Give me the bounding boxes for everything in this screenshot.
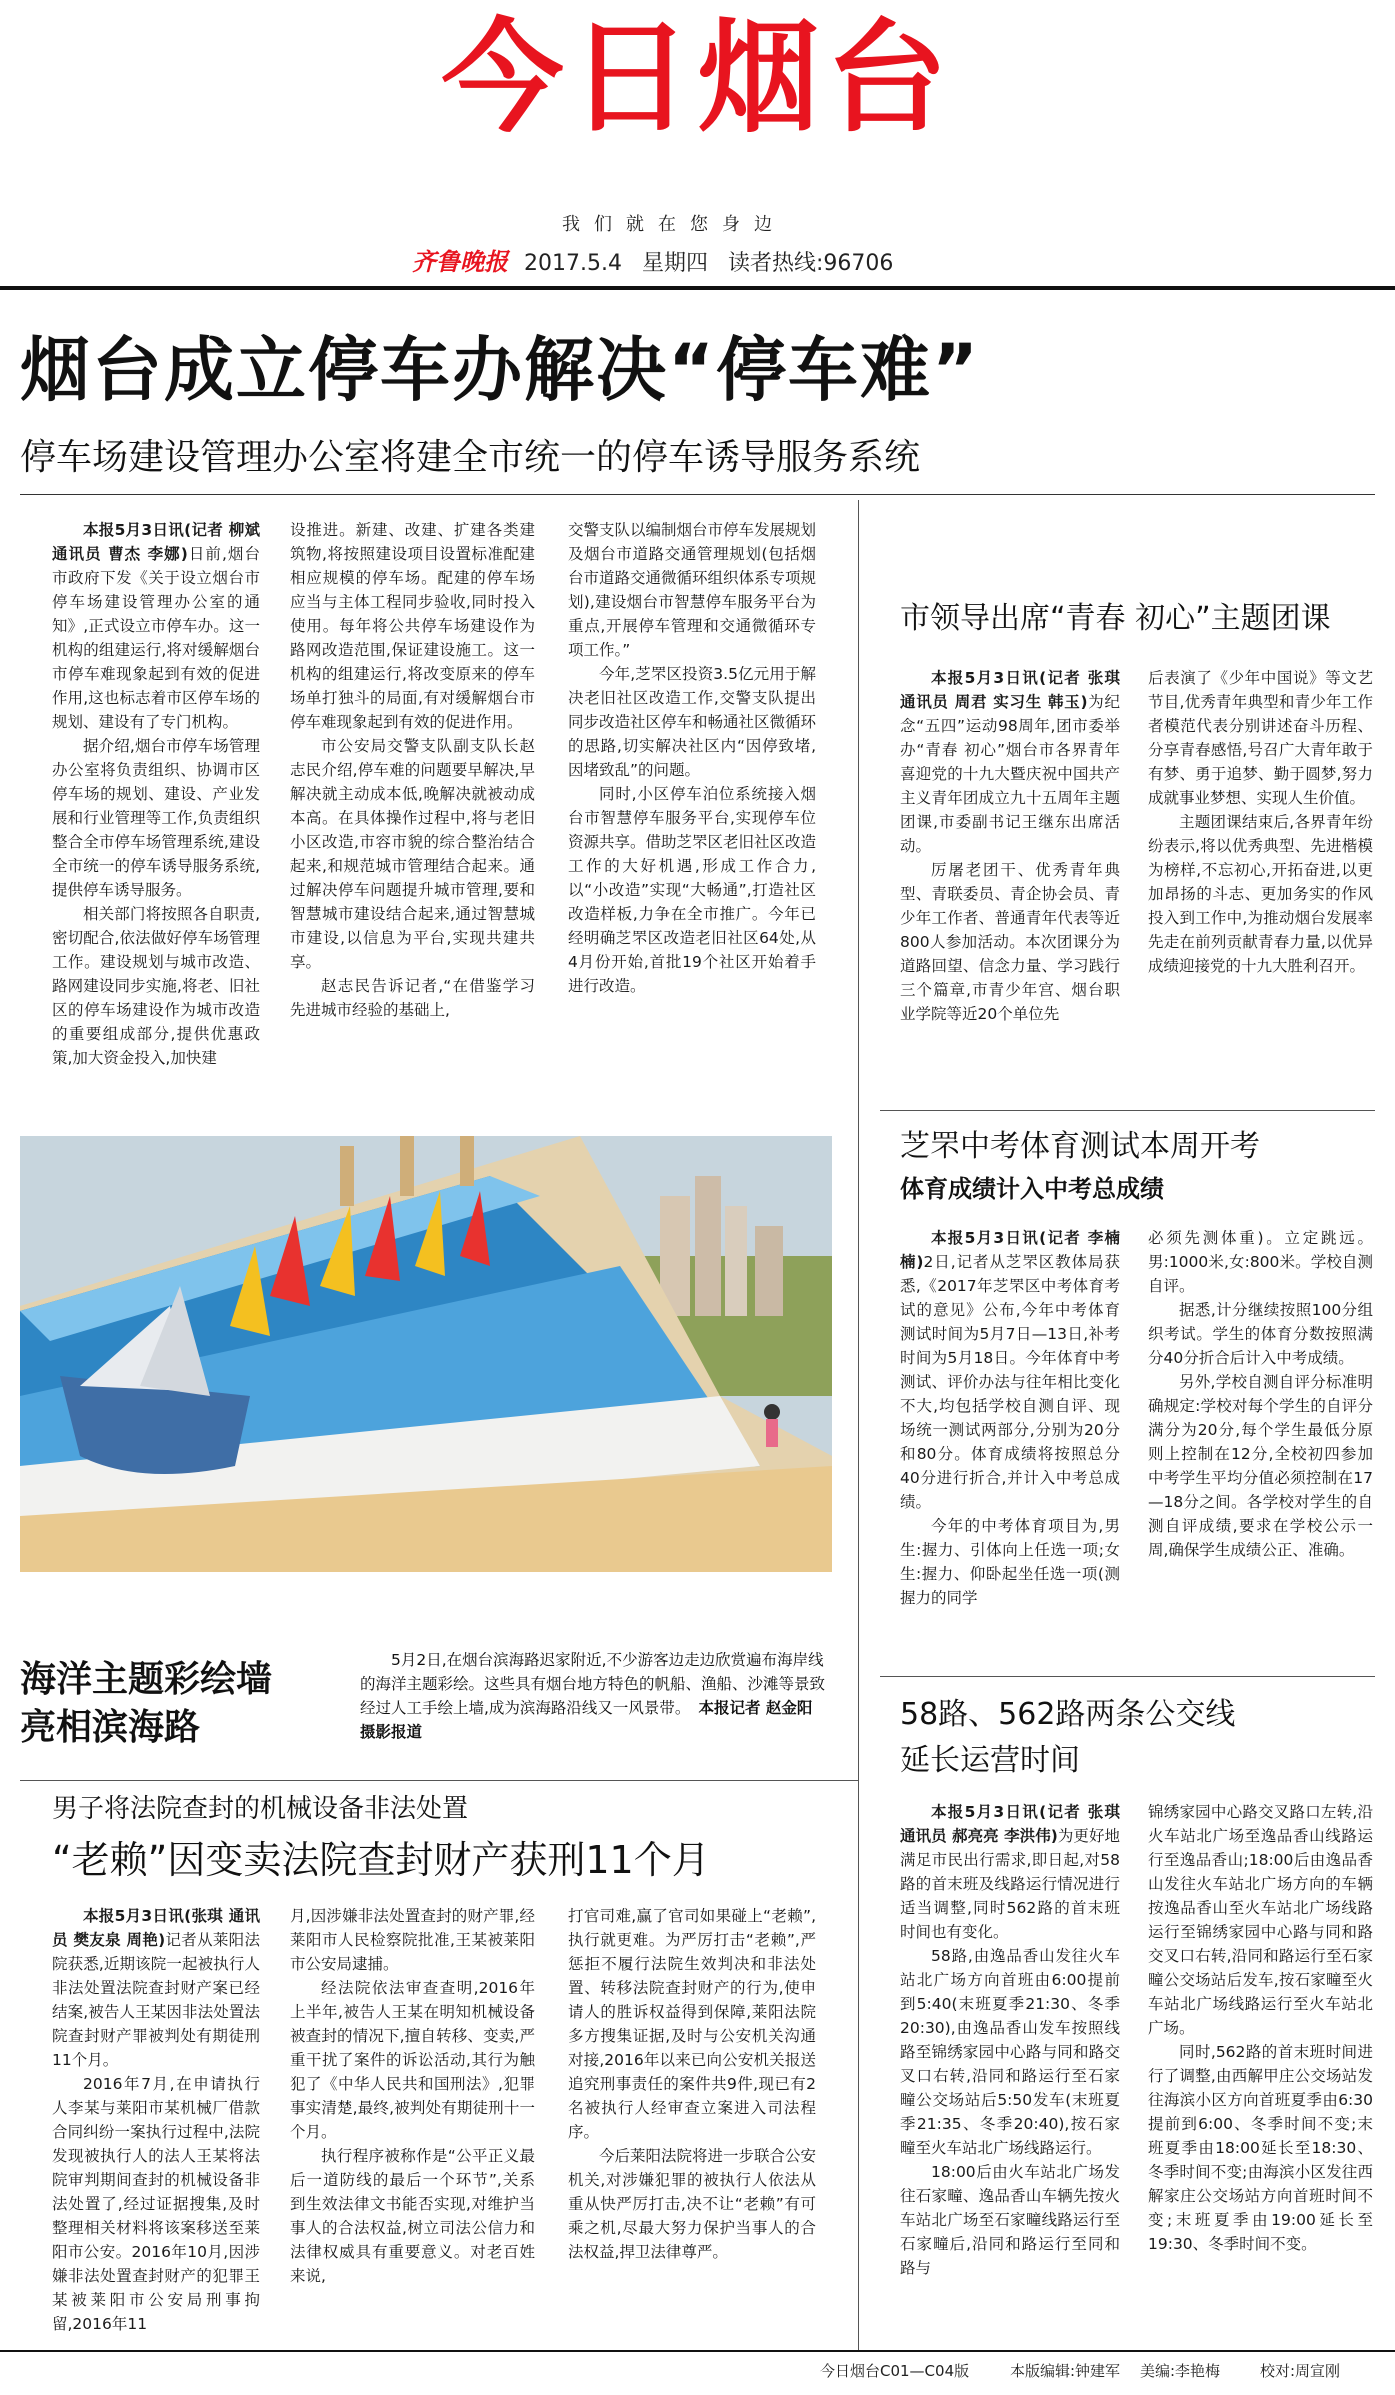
bus-col-2	[1148, 1800, 1373, 2256]
footer-proof: 校对:周宣刚	[1260, 2362, 1341, 2380]
motto: 我们就在您身边	[562, 214, 786, 235]
paragraph: 今后莱阳法院将进一步联合公安机关,对涉嫌犯罪的被执行人依法从重从快严厉打击,决不让“老赖”有可乘之机,尽最大努力保护当事人的合法权益,捍卫法律尊严。	[568, 2147, 817, 2261]
footer-pages: 今日烟台C01—C04版	[820, 2362, 970, 2380]
bus-headline-line-1: 58路、562路两条公交线	[900, 1697, 1236, 1732]
paragraph: 据悉,计分继续按照100分组织考试。学生的体育分数按照满分40分折合后计入中考成绩。	[1148, 1301, 1373, 1367]
divider	[880, 1676, 1375, 1677]
paragraph: 赵志民告诉记者,“在借鉴学习先进城市经验的基础上,	[290, 977, 535, 1019]
paragraph: 为更好地满足市民出行需求,即日起,对58路的首末班及线路运行情况进行适当调整,同时562路的首末班时间也有变化。	[900, 1827, 1120, 1941]
paragraph: 记者从莱阳法院获悉,近期该院一起被执行人非法处置法院查封财产案已经结案,被告人王某因非法处置法院查封财产罪被判处有期徒刑11个月。	[52, 1931, 260, 2069]
paragraph: 为纪念“五四”运动98周年,团市委举办“青春 初心”烟台市各界青年喜迎党的十九大暨庆祝中国共产主义青年团成立九十五周年主题团课,市委副书记王继东出席活动。	[900, 693, 1120, 855]
youth-col-2	[1148, 666, 1373, 978]
lead-col-3	[568, 518, 816, 998]
footer-rule	[0, 2350, 1395, 2352]
paragraph: 市公安局交警支队副支队长赵志民介绍,停车难的问题要早解决,早解决就主动成本低,晚解决就被动成本高。在具体操作过程中,将与老旧小区改造,市容市貌的综合整治结合起来,和规范城市管理结合起来。通过解决停车问题提升城市管理,要和智慧城市建设结合起来,通过智慧城市建设,以信息为平台,实现共建共享。	[290, 737, 535, 971]
paragraph: 执行程序被称作是“公平正义最后一道防线的最后一个环节”,关系到生效法律文书能否实现,对维护当事人的合法权益,树立司法公信力和法律权威具有重要意义。对老百姓来说,	[290, 2147, 535, 2285]
photo-title	[20, 1656, 272, 1752]
youth-byline: 本报5月3日讯(记者 张琪 通讯员 周君 实习生 韩玉)	[900, 669, 1120, 711]
bus-byline: 本报5月3日讯(记者 张琪 通讯员 郝亮亮 李洪伟)	[900, 1803, 1120, 1845]
paragraph: 相关部门将按照各自职责,密切配合,依法做好停车场管理工作。建设规划与城市改造、路网建设同步实施,将老、旧社区的停车场建设作为城市改造的重要组成部分,提供优惠政策,加大资金投入,加快建	[52, 905, 260, 1067]
exam-byline: 本报5月3日讯(记者 李楠楠)	[900, 1229, 1120, 1271]
caption-text: 5月2日,在烟台滨海路迟家附近,不少游客边走边欣赏遍布海岸线的海洋主题彩绘。这些具有烟台地方特色的帆船、渔船、沙滩等景致经过人工手绘上墙,成为滨海路沿线又一风景带。	[360, 1651, 826, 1717]
bus-col-1	[900, 1800, 1120, 2280]
photo-title-line-2: 亮相滨海路	[20, 1707, 201, 1748]
lead-headline: 烟台成立停车办解决“停车难”	[20, 329, 981, 411]
paragraph: 今年,芝罘区投资3.5亿元用于解决老旧社区改造工作,交警支队提出同步改造社区停车和畅通社区微循环的思路,切实解决社区内“因停致堵,因堵致乱”的问题。	[568, 665, 817, 779]
paragraph: 打官司难,赢了官司如果碰上“老赖”,执行就更难。为严厉打击“老赖”,严惩拒不履行法院生效判决和非法处置、转移法院查封财产的行为,使申请人的胜诉权益得到保障,莱阳法院多方搜集证据,及时与公安机关沟通对接,2016年以来已向公安机关报送追究刑事责任的案件共9件,现已有2名被执行人经审查立案进入司法程序。	[568, 1907, 816, 2141]
lead-col-1	[52, 518, 260, 1070]
paragraph: 同时,562路的首末班时间进行了调整,由西解甲庄公交场站发往海滨小区方向首班夏季由6:30提前到6:00、冬季时间不变;末班夏季由18:00延长至18:30、冬季时间不变;由海滨小区发往西解家庄公交场站方向首班时间不变;末班夏季由19:00延长至19:30、冬季时间不变。	[1148, 2043, 1373, 2253]
paragraph: 今年的中考体育项目为,男生:握力、引体向上任选一项;女生:握力、仰卧起坐任选一项(测握力的同学	[900, 1517, 1120, 1607]
lead-col-2	[290, 518, 535, 1022]
column-divider	[858, 500, 859, 1790]
divider	[20, 494, 1375, 495]
paragraph: 厉屠老团干、优秀青年典型、青联委员、青企协会员、青少年工作者、普通青年代表等近800人参加活动。本次团课分为道路回望、信念力量、学习践行三个篇章,市青少年宫、烟台职业学院等近20个单位先	[900, 861, 1120, 1023]
mural-illustration	[20, 1136, 832, 1572]
lead-subhead: 停车场建设管理办公室将建全市统一的停车诱导服务系统	[20, 437, 921, 478]
exam-col-1	[900, 1226, 1120, 1610]
dateline	[412, 242, 913, 277]
paragraph: 设推进。新建、改建、扩建各类建筑物,将按照建设项目设置标准配建相应规模的停车场。配建的停车场应当与主体工程同步验收,同时投入使用。每年将公共停车场建设作为路网改造范围,保证建设施工。这一机构的组建运行,将改变原来的停车场单打独斗的局面,有对缓解烟台市停车难现象起到有效的促进作用。	[290, 521, 535, 731]
photo-title-line-1: 海洋主题彩绘墙	[20, 1659, 273, 1700]
hotline: 读者热线:96706	[727, 251, 894, 276]
exam-headline: 芝罘中考体育测试本周开考	[900, 1129, 1260, 1164]
weekday: 星期四	[641, 251, 708, 276]
court-kicker: 男子将法院查封的机械设备非法处置	[52, 1794, 469, 1824]
paragraph: 58路,由逸品香山发往火车站北广场方向首班由6:00提前到5:40(末班夏季21:30、冬季20:30),由逸品香山发车按照线路至锦绣家园中心路与同和路交叉口右转,沿同和路运行至石家疃公交场站后5:50发车(末班夏季21:35、冬季20:40),按石家疃至火车站北广场线路运行。	[900, 1947, 1120, 2157]
paragraph: 交警支队以编制烟台市停车发展规划及烟台市道路交通管理规划(包括烟台市道路交通微循环组织体系专项规划),建设烟台市智慧停车服务平台为重点,开展停车管理和交通微循环专项工作。”	[568, 521, 817, 659]
seawall-mural-photo	[20, 1136, 832, 1572]
paragraph: 必须先测体重)。立定跳远。男:1000米,女:800米。学校自测自评。	[1148, 1229, 1373, 1295]
court-col-1	[52, 1904, 260, 2336]
paragraph: 锦绣家园中心路交叉路口左转,沿火车站北广场至逸品香山线路运行至逸品香山;18:00后由逸品香山发往火车站北广场方向的车辆按逸品香山至火车站北广场线路运行至锦绣家园中心路与同和路交叉口右转,沿同和路运行至石家疃公交场站后发车,按石家疃至火车站北广场线路运行至火车站北广场。	[1148, 1803, 1373, 2037]
photo-credit: 本报记者 赵金阳 摄影报道	[360, 1699, 813, 1741]
masthead-rule	[0, 286, 1395, 290]
paragraph: 主题团课结束后,各界青年纷纷表示,将以优秀典型、先进楷模为榜样,不忘初心,开拓奋进,以更加昂扬的斗志、更加务实的作风投入到工作中,为推动烟台发展率先走在前列贡献青春力量,以优异成绩迎接党的十九大胜利召开。	[1148, 813, 1373, 975]
youth-headline: 市领导出席“青春 初心”主题团课	[900, 601, 1331, 636]
paragraph: 经法院依法审查查明,2016年上半年,被告人王某在明知机械设备被查封的情况下,擅自转移、变卖,严重干扰了案件的诉讼活动,其行为触犯了《中华人民共和国刑法》,犯罪事实清楚,最终,被判处有期徒刑十一个月。	[290, 1979, 535, 2141]
paragraph: 后表演了《少年中国说》等文艺节目,优秀青年典型和青少年工作者模范代表分别讲述奋斗历程、分享青春感悟,号召广大青年敢于有梦、勇于追梦、勤于圆梦,努力成就事业梦想、实现人生价值。	[1148, 669, 1373, 807]
issue-date: 2017.5.4	[524, 251, 622, 276]
paragraph: 2016年7月,在申请执行人李某与莱阳市某机械厂借款合同纠纷一案执行过程中,法院发现被执行人的法人王某将法院审判期间查封的机械设备非法处置了,经过证据搜集,及时整理相关材料将该案移送至莱阳市公安。2016年10月,因涉嫌非法处置查封财产的犯罪王某被莱阳市公安局刑事拘留,2016年11	[52, 2075, 260, 2333]
court-byline: 本报5月3日讯(张琪 通讯员 樊友泉 周艳)	[52, 1907, 260, 1949]
divider	[20, 1780, 858, 1781]
court-headline: “老赖”因变卖法院查封财产获刑11个月	[52, 1838, 710, 1882]
footer-art: 美编:李艳梅	[1140, 2362, 1221, 2380]
paragraph: 月,因涉嫌非法处置查封的财产罪,经莱阳市人民检察院批准,王某被莱阳市公安局逮捕。	[290, 1907, 535, 1973]
masthead	[0, 0, 1395, 170]
paragraph: 另外,学校自测自评分标准明确规定:学校对每个学生的自评分满分为20分,每个学生最低分原则上控制在12分,全校初四参加中考学生平均分值必须控制在17—18分之间。各学校对学生的自测自评成绩,要求在学校公示一周,确保学生成绩公正、准确。	[1148, 1373, 1373, 1559]
divider	[880, 1110, 1375, 1111]
photo-caption	[360, 1648, 830, 1744]
youth-col-1	[900, 666, 1120, 1026]
paragraph: 同时,小区停车泊位系统接入烟台市智慧停车服务平台,实现停车位资源共享。借助芝罘区老旧社区改造工作的大好机遇,形成工作合力,以“小改造”实现“大畅通”,打造社区改造样板,力争在全市推广。今年已经明确芝罘区改造老旧社区64处,从4月份开始,首批19个社区开始着手进行改造。	[568, 785, 817, 995]
paragraph: 18:00后由火车站北广场发往石家疃、逸品香山车辆先按火车站北广场至石家疃线路运行至石家疃后,沿同和路运行至同和路与	[900, 2163, 1120, 2277]
court-col-2	[290, 1904, 535, 2288]
court-col-3	[568, 1904, 816, 2264]
paper-name: 齐鲁晚报	[412, 247, 508, 276]
exam-subhead: 体育成绩计入中考总成绩	[900, 1175, 1164, 1203]
lead-byline: 本报5月3日讯(记者 柳斌 通讯员 曹杰 李娜)	[52, 521, 260, 563]
newspaper-logo: 今日烟台	[441, 7, 954, 149]
bus-headline-line-2: 延长运营时间	[900, 1743, 1080, 1778]
footer-editor: 本版编辑:钟建军	[1010, 2362, 1121, 2380]
column-divider	[858, 1790, 859, 2350]
paragraph: 2日,记者从芝罘区教体局获悉,《2017年芝罘区中考体育考试的意见》公布,今年中考体育测试时间为5月7日—13日,补考时间为5月18日。今年体育中考测试、评价办法与往年相比变化不大,均包括学校自测自评、现场统一测试两部分,分别为20分和80分。体育成绩将按照总分40分进行折合,并计入中考总成绩。	[900, 1253, 1120, 1511]
paragraph: 据介绍,烟台市停车场管理办公室将负责组织、协调市区停车场的规划、建设、产业发展和行业管理等工作,负责组织整合全市停车场管理系统,建设全市统一的停车诱导服务系统,提供停车诱导服务。	[52, 737, 260, 899]
paragraph: 日前,烟台市政府下发《关于设立烟台市停车场建设管理办公室的通知》,正式设立市停车办。这一机构的组建运行,将对缓解烟台市停车难现象起到有效的促进作用,这也标志着市区停车场的规划、建设有了专门机构。	[52, 545, 260, 731]
exam-col-2	[1148, 1226, 1373, 1562]
